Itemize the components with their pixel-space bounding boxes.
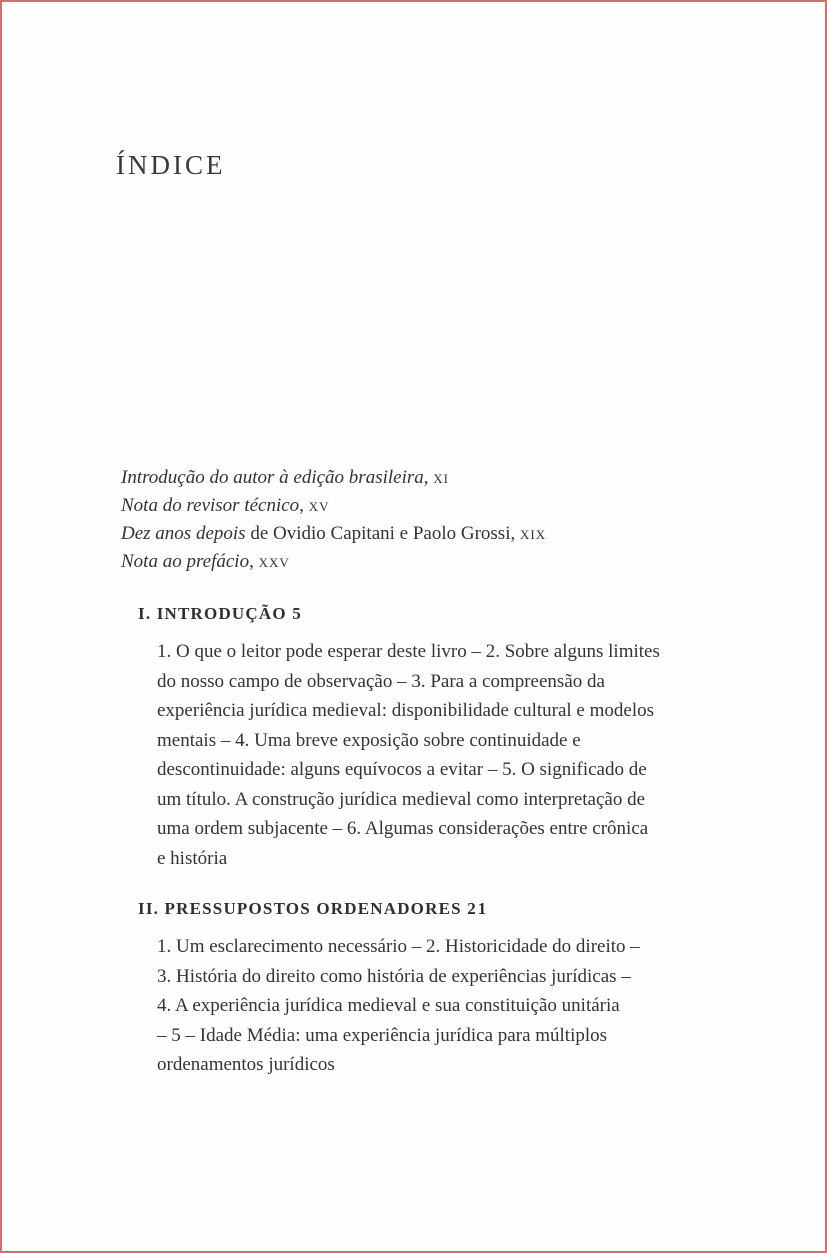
section-heading-page: 5 xyxy=(292,604,303,623)
toc-line: 1. Um esclarecimento necessário – 2. Historicidade do direito – xyxy=(157,936,640,957)
toc-line: 1. O que o leitor pode esperar deste livro – 2. Sobre alguns limites xyxy=(157,641,660,662)
front-matter xyxy=(121,464,546,576)
toc-line: experiência jurídica medieval: disponibilidade cultural e modelos xyxy=(157,700,654,721)
section-heading-label: II. PRESSUPOSTOS ORDENADORES xyxy=(138,899,468,918)
section-paragraph xyxy=(157,932,778,1080)
toc-line: um título. A construção jurídica medieval como interpretação de xyxy=(157,788,646,810)
front-matter-line xyxy=(121,548,546,576)
section-heading xyxy=(138,602,778,626)
toc-line: do nosso campo de observação – 3. Para a compreensão da xyxy=(157,670,605,692)
section-heading-page: 21 xyxy=(467,899,489,918)
text-segment: xi xyxy=(433,467,449,488)
toc-line: e história xyxy=(157,847,228,869)
text-segment: Introdução do autor à edição brasileira xyxy=(121,467,424,488)
text-segment: Nota ao prefácio xyxy=(121,551,250,572)
toc-line: ordenamentos jurídicos xyxy=(157,1054,335,1075)
text-segment: Dez anos depois xyxy=(121,523,246,544)
section-heading xyxy=(138,897,778,921)
toc-line: mentais – 4. Uma breve exposição sobre continuidade e xyxy=(157,729,581,751)
front-matter-line xyxy=(121,492,546,520)
page-title: ÍNDICE xyxy=(116,150,226,180)
text-segment: Nota do revisor técnico xyxy=(121,495,300,516)
toc-line: – 5 – Idade Média: uma experiência jurídica para múltiplos xyxy=(157,1024,608,1046)
front-matter-line xyxy=(121,520,546,548)
section-heading-label: I. INTRODUÇÃO xyxy=(138,604,293,623)
sections xyxy=(138,602,778,1104)
text-segment: xxv xyxy=(258,551,290,572)
section-paragraph xyxy=(157,637,778,873)
text-segment: , xyxy=(423,467,434,488)
text-segment: , xyxy=(249,551,259,572)
toc-line: descontinuidade: alguns equívocos a evitar – 5. O significado de xyxy=(157,759,647,780)
toc-line: 3. História do direito como história de experiências jurídicas – xyxy=(157,965,631,987)
text-segment: xv xyxy=(308,495,330,516)
text-segment: xix xyxy=(519,523,547,544)
text-segment: de Ovidio Capitani e Paolo Grossi, xyxy=(245,523,520,544)
toc-line: uma ordem subjacente – 6. Algumas considerações entre crônica xyxy=(157,818,649,839)
text-segment: , xyxy=(299,495,309,516)
toc-line: 4. A experiência jurídica medieval e sua constituição unitária xyxy=(157,995,620,1016)
front-matter-line xyxy=(121,464,546,492)
